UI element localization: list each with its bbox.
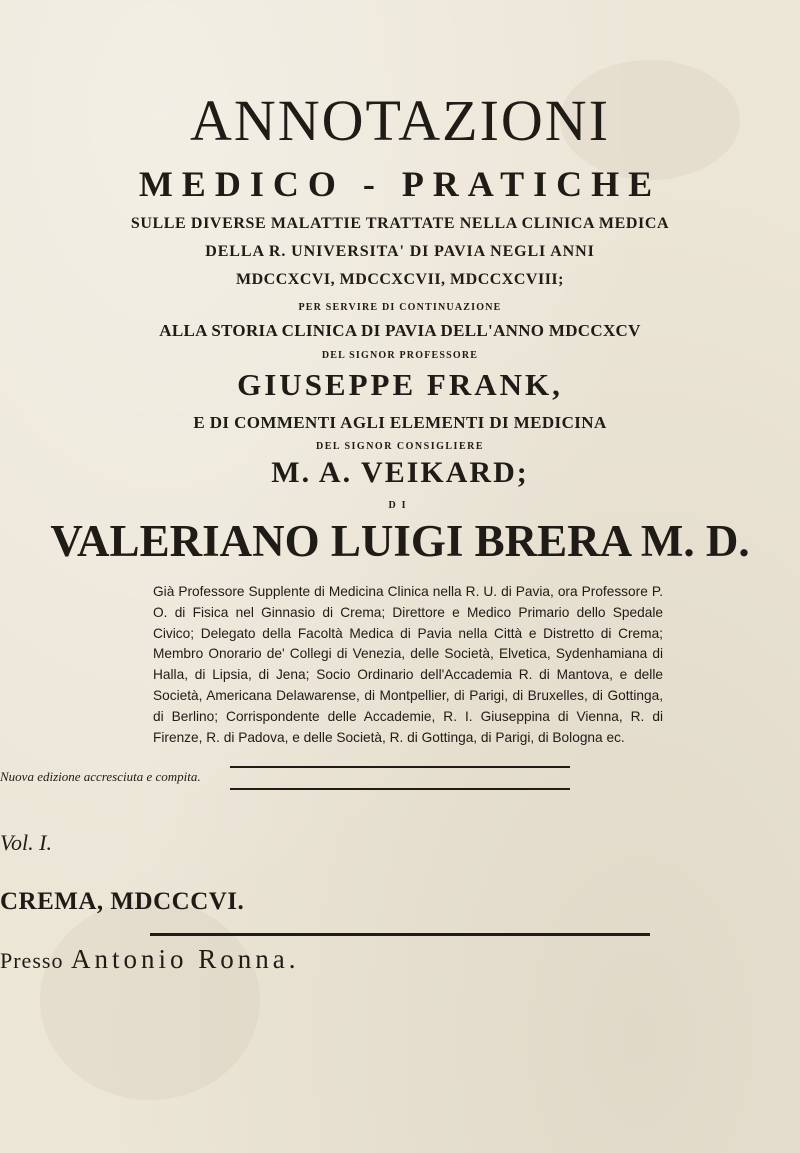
imprint-place-date: CREMA, MDCCCVI.: [0, 888, 245, 915]
by-label: DI: [388, 500, 412, 511]
paper-stain: [40, 900, 260, 1100]
counsellor-name: M. A. VEIKARD;: [271, 456, 529, 489]
volume-label: Vol. I.: [0, 830, 52, 855]
description-line-5: ALLA STORIA CLINICA DI PAVIA DELL'ANNO MDCCXCV: [159, 321, 641, 340]
author-credentials: Già Professore Supplente di Medicina Clinica nella R. U. di Pavia, ora Professore P. O. di Fisica nel Ginnasio di Crema; Direttore e Medico Primario dello Spedale Civico; Delegato della Facoltà Medica di Pavia nella Città e Distretto di Crema; Membro Onorario de' Collegi di Venezia, delle Società, Elvetica, Sydenhamiana di Halla, di Lipsia, di Jena; Socio Ordinario dell'Accademia R. di Mantova, e delle Società, Americana Delawarense, di Montpellier, di Parigi, di Bruxelles, di Gottinga, di Berlino; Corrispondente delle Accademie, R. I. Giuseppina di Vienna, R. di Firenze, R. di Padova, e delle Società, R. di Gottinga, di Parigi, di Bologna ec.: [153, 584, 663, 745]
edition-note: Nuova edizione accresciuta e compita.: [0, 769, 201, 784]
author-name: VALERIANO LUIGI BRERA M. D.: [50, 516, 750, 566]
description-line-7: E DI COMMENTI AGLI ELEMENTI DI MEDICINA: [193, 413, 607, 432]
description-line-8: DEL SIGNOR CONSIGLIERE: [315, 441, 485, 452]
main-title: ANNOTAZIONI: [189, 88, 611, 153]
description-line-1: SULLE DIVERSE MALATTIE TRATTATE NELLA CLINICA MEDICA: [130, 215, 670, 232]
description-line-4: PER SERVIRE DI CONTINUAZIONE: [298, 302, 502, 313]
divider-bottom: [230, 788, 570, 790]
publisher-prefix: Presso: [0, 948, 64, 973]
divider-top: [230, 766, 570, 768]
subtitle: MEDICO - PRATICHE: [138, 164, 662, 204]
publisher-name: Antonio Ronna.: [70, 944, 300, 974]
professor-name: GIUSEPPE FRANK,: [237, 367, 563, 402]
imprint-divider: [150, 933, 650, 936]
publisher-line: [0, 946, 800, 973]
description-years: MDCCXCVI, MDCCXCVII, MDCCXCVIII;: [236, 271, 564, 288]
description-line-6: DEL SIGNOR PROFESSORE: [321, 350, 479, 361]
description-line-2: DELLA R. UNIVERSITA' DI PAVIA NEGLI ANNI: [205, 243, 595, 260]
